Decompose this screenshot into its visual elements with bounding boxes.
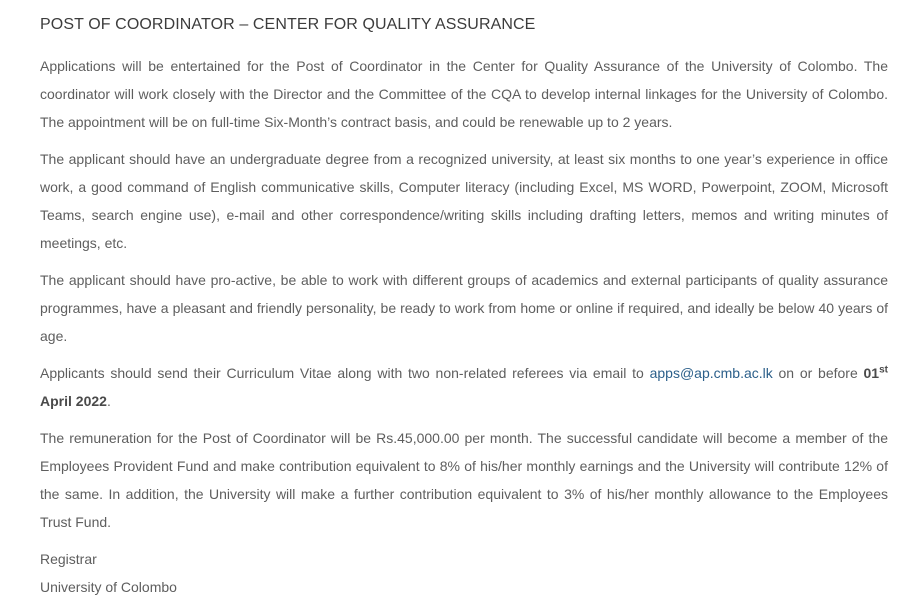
signature-block <box>40 545 888 601</box>
email-link[interactable]: apps@ap.cmb.ac.lk <box>649 365 773 381</box>
paragraph-overview: Applications will be entertained for the Post of Coordinator in the Center for Quality Assurance of the University of Colombo. The coordinator will work closely with the Director and the Committee of the CQA to develop internal linkages for the University of Colombo. The appointment will be on full-time Six-Month’s contract basis, and could be renewable up to 2 years. <box>40 58 888 130</box>
signature-organization: University of Colombo <box>40 579 177 595</box>
deadline-day: 01 <box>863 365 880 381</box>
deadline-suffix: st <box>879 364 888 376</box>
application-mid-text: on or before <box>772 365 864 381</box>
deadline-month-year: April 2022 <box>40 393 107 409</box>
paragraph-application-instructions <box>40 359 888 415</box>
page-title: POST OF COORDINATOR – CENTER FOR QUALITY ASSURANCE <box>40 16 536 33</box>
paragraph-remuneration: The remuneration for the Post of Coordinator will be Rs.45,000.00 per month. The successful candidate will become a member of the Employees Provident Fund and make contribution equivalent to 8% of his/her monthly earnings and the University will contribute 12% of the same. In addition, the University will make a further contribution equivalent to 3% of his/her monthly allowance to the Employees Trust Fund. <box>40 430 888 530</box>
application-lead-text: Applicants should send their Curriculum Vitae along with two non-related referees via email to <box>40 365 650 381</box>
paragraph-qualifications: The applicant should have an undergraduate degree from a recognized university, at least six months to one year’s experience in office work, a good command of English communicative skills, Computer literacy (including Excel, MS WORD, Powerpoint, ZOOM, Microsoft Teams, search engine use), e-mail and other correspondence/writing skills including drafting letters, memos and writing minutes of meetings, etc. <box>40 151 888 251</box>
signature-title: Registrar <box>40 551 97 567</box>
paragraph-personal-attributes: The applicant should have pro-active, be able to work with different groups of academics and external participants of quality assurance programmes, have a pleasant and friendly personality, be ready to work from home or online if required, and ideally be below 40 years of age. <box>40 272 888 344</box>
application-end-text: . <box>106 393 111 409</box>
